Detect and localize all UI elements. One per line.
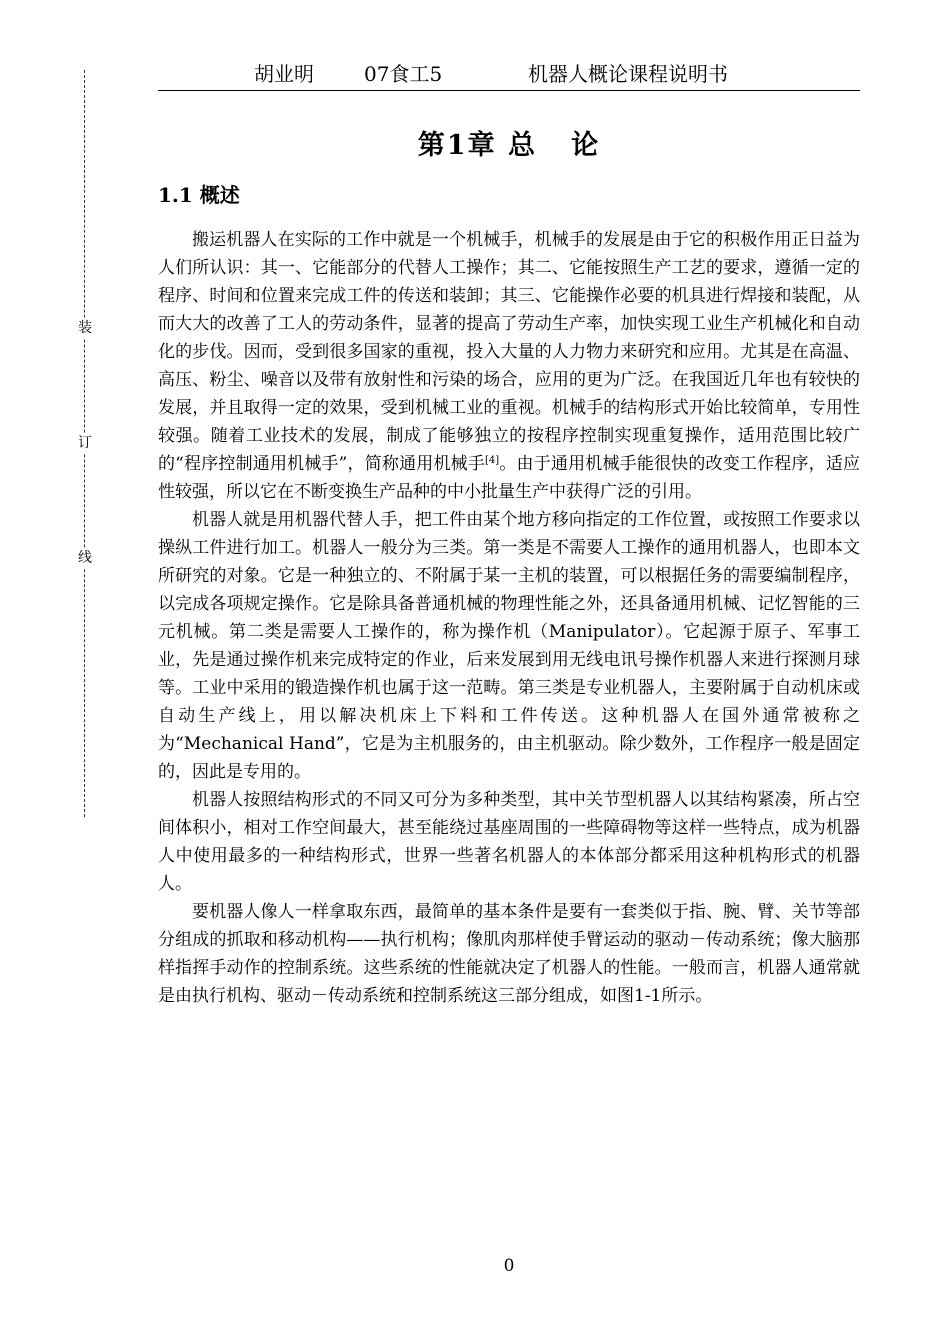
header-author: 胡业明 [254, 62, 314, 86]
header-class: 07食工5 [364, 62, 443, 86]
chapter-title: 第1章 总 论 [417, 130, 601, 161]
body-text [158, 226, 860, 1010]
binding-char-ding: 订 [78, 435, 92, 451]
paragraph-4: 要机器人像人一样拿取东西，最简单的基本条件是要有一套类似于指、腕、臂、关节等部分组成的抓取和移动机构——执行机构；像肌肉那样使手臂运动的驱动－传动系统；像大脑那样指挥手动作的控制系统。这些系统的性能就决定了机器人的性能。一般而言，机器人通常就是由执行机构、驱动－传动系统和控制系统这三部分组成，如图1-1所示。 [158, 902, 860, 1006]
page-header [158, 58, 860, 91]
section-title: 1.1 概述 [158, 183, 240, 207]
paragraph-1-text: 搬运机器人在实际的工作中就是一个机械手，机械手的发展是由于它的积极作用正日益为人们所认识：其一、它能部分的代替人工操作；其二、它能按照生产工艺的要求，遵循一定的程序、时间和位置来完成工件的传送和装卸；其三、它能操作必要的机具进行焊接和装配，从而大大的改善了工人的劳动条件，显著的提高了劳动生产率，加快实现工业生产机械化和自动化的步伐。因而，受到很多国家的重视，投入大量的人力物力来研究和应用。尤其是在高温、高压、粉尘、噪音以及带有放射性和污染的场合，应用的更为广泛。在我国近几年也有较快的发展，并且取得一定的效果，受到机械工业的重视。机械手的结构形式开始比较简单，专用性较强。随着工业技术的发展，制成了能够独立的按程序控制实现重复操作，适用范围比较广的“程序控制通用机械手”，简称通用机械手 [158, 230, 860, 474]
binding-char-zhuang: 装 [78, 320, 92, 336]
paragraph-1 [158, 226, 860, 506]
page-number: 0 [503, 1256, 515, 1276]
binding-char-xian: 线 [78, 550, 92, 566]
citation-reference: [4] [485, 455, 500, 466]
paragraph-1-text-after: 。由于通用机械手能很快的改变工作程序，适应性较强，所以它在不断变换生产品种的中小批量生产中获得广泛的引用。 [158, 454, 860, 502]
header-course-title: 机器人概论课程说明书 [528, 62, 728, 86]
paragraph-2: 机器人就是用机器代替人手，把工件由某个地方移向指定的工作位置，或按照工作要求以操纵工件进行加工。机器人一般分为三类。第一类是不需要人工操作的通用机器人，也即本文所研究的对象。它是一种独立的、不附属于某一主机的装置，可以根据任务的需要编制程序，以完成各项规定操作。它是除具备普通机械的物理性能之外，还具备通用机械、记忆智能的三元机械。第二类是需要人工操作的，称为操作机（Manipulator）。它起源于原子、军事工业，先是通过操作机来完成特定的作业，后来发展到用无线电讯号操作机器人来进行探测月球等。工业中采用的锻造操作机也属于这一范畴。第三类是专业机器人，主要附属于自动机床或自动生产线上，用以解决机床上下料和工件传送。这种机器人在国外通常被称之为“Mechanical Hand”，它是为主机服务的，由主机驱动。除少数外，工作程序一般是固定的，因此是专用的。 [158, 510, 860, 782]
paragraph-3: 机器人按照结构形式的不同又可分为多种类型，其中关节型机器人以其结构紧凑，所占空间体积小，相对工作空间最大，甚至能绕过基座周围的一些障碍物等这样一些特点，成为机器人中使用最多的一种结构形式，世界一些著名机器人的本体部分都采用这种机构形式的机器人。 [158, 790, 860, 894]
